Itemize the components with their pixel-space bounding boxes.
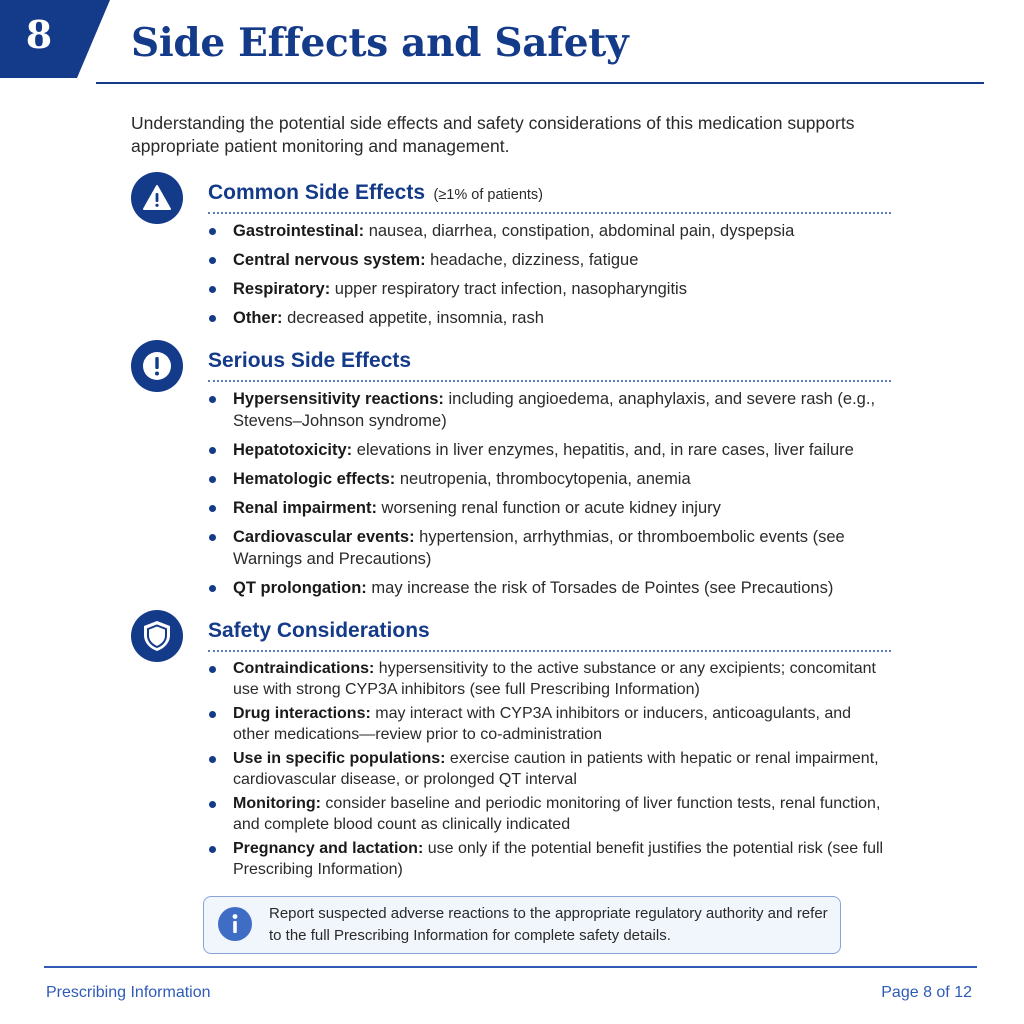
item-label: Monitoring: <box>233 795 321 812</box>
item-label: QT prolongation: <box>233 579 367 597</box>
footer-divider <box>44 966 977 968</box>
list-item <box>208 838 888 880</box>
safety-considerations-list <box>208 658 888 883</box>
list-item <box>208 249 888 271</box>
exclamation-icon <box>131 340 183 392</box>
serious-side-effects-list <box>208 388 888 606</box>
list-item <box>208 307 888 329</box>
item-label: Cardiovascular events: <box>233 528 415 546</box>
section-heading <box>208 619 891 652</box>
item-text: nausea, diarrhea, constipation, abdominal pain, dyspepsia <box>364 222 795 240</box>
shield-icon <box>131 610 183 662</box>
list-item <box>208 439 888 461</box>
common-side-effects-list <box>208 220 888 336</box>
item-label: Respiratory: <box>233 280 331 298</box>
section-number: 8 <box>25 12 53 57</box>
item-text: may interact with CYP3A inhibitors or inducers, anticoagulants, and other medications—review prior to co-administration <box>233 705 852 743</box>
list-item <box>208 468 888 490</box>
section-title: Common Side Effects <box>208 181 426 204</box>
item-text: decreased appetite, insomnia, rash <box>282 309 544 327</box>
item-text: headache, dizziness, fatigue <box>425 251 639 269</box>
item-text: including angioedema, anaphylaxis, and severe rash (e.g., Stevens–Johnson syndrome) <box>233 390 876 430</box>
list-item <box>208 748 888 790</box>
item-label: Hepatotoxicity: <box>233 441 353 459</box>
item-text: worsening renal function or acute kidney injury <box>376 499 721 517</box>
section-heading <box>208 181 891 214</box>
warning-triangle-icon <box>131 172 183 224</box>
item-text: hypersensitivity to the active substance or any excipients; concomitant use with strong CYP3A inhibitors (see full Prescribing Information) <box>233 660 876 698</box>
list-item <box>208 220 888 242</box>
section-note: (≥1% of patients) <box>433 187 544 203</box>
info-icon <box>218 907 252 941</box>
section-title: Serious Side Effects <box>208 349 412 372</box>
item-label: Central nervous system: <box>233 251 426 269</box>
footer-document-title: Prescribing Information <box>46 984 211 1001</box>
item-text: elevations in liver enzymes, hepatitis, and, in rare cases, liver failure <box>352 441 854 459</box>
list-item <box>208 793 888 835</box>
intro-paragraph: Understanding the potential side effects and safety considerations of this medication supports appropriate patient monitoring and management. <box>131 113 855 156</box>
list-item <box>208 658 888 700</box>
adverse-reaction-callout <box>203 896 841 954</box>
item-label: Renal impairment: <box>233 499 377 517</box>
item-label: Hematologic effects: <box>233 470 396 488</box>
list-item <box>208 497 888 519</box>
list-item <box>208 577 888 599</box>
item-label: Gastrointestinal: <box>233 222 365 240</box>
item-text: neutropenia, thrombocytopenia, anemia <box>395 470 691 488</box>
item-label: Hypersensitivity reactions: <box>233 390 444 408</box>
item-text: hypertension, arrhythmias, or thromboembolic events (see Warnings and Precautions) <box>233 528 845 568</box>
list-item <box>208 278 888 300</box>
item-text: consider baseline and periodic monitoring of liver function tests, renal function, and complete blood count as clinically indicated <box>233 795 881 833</box>
item-text: upper respiratory tract infection, nasopharyngitis <box>330 280 687 298</box>
item-label: Contraindications: <box>233 660 375 677</box>
item-label: Pregnancy and lactation: <box>233 840 424 857</box>
item-label: Drug interactions: <box>233 705 371 722</box>
title-divider <box>96 82 984 84</box>
page-number: Page 8 of 12 <box>881 984 972 1001</box>
list-item <box>208 388 888 432</box>
section-title: Safety Considerations <box>208 619 430 642</box>
callout-text: Report suspected adverse reactions to the appropriate regulatory authority and refer to the full Prescribing Information for complete safety details. <box>269 905 828 944</box>
list-item <box>208 703 888 745</box>
page-title: Side Effects and Safety <box>131 20 629 66</box>
item-label: Other: <box>233 309 283 327</box>
list-item <box>208 526 888 570</box>
item-label: Use in specific populations: <box>233 750 446 767</box>
item-text: use only if the potential benefit justifies the potential risk (see full Prescribing Information) <box>233 840 884 878</box>
section-heading <box>208 349 891 382</box>
item-text: may increase the risk of Torsades de Pointes (see Precautions) <box>366 579 834 597</box>
item-text: exercise caution in patients with hepatic or renal impairment, cardiovascular disease, or prolonged QT interval <box>233 750 879 788</box>
